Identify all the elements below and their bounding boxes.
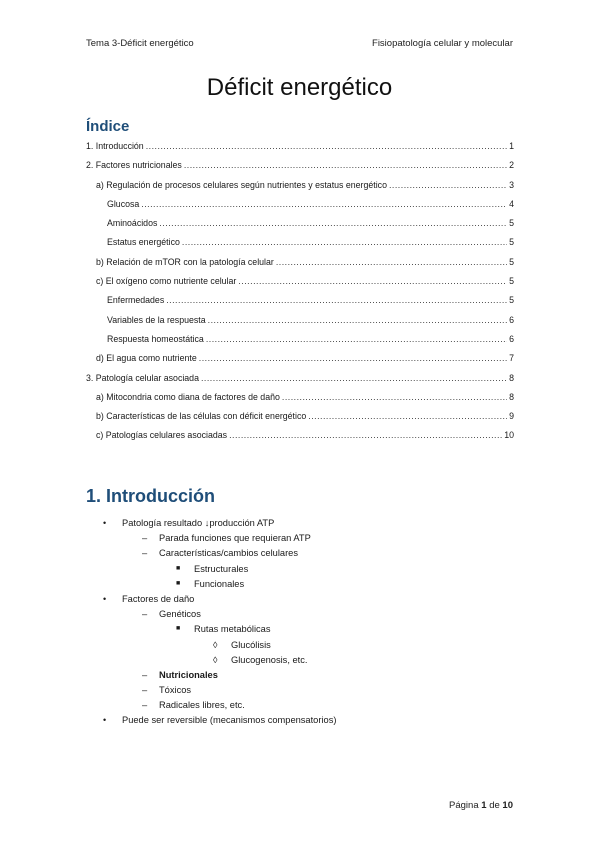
bullet-marker-icon: ■: [176, 625, 181, 633]
toc-entry-title: 2. Factores nutricionales: [86, 160, 182, 171]
toc-entry-page: 6: [509, 314, 514, 325]
bullet-marker-icon: ■: [176, 564, 181, 572]
outline-item-text: Rutas metabólicas: [194, 624, 271, 635]
toc-entry-page: 5: [509, 256, 514, 267]
outline-item: [86, 698, 526, 713]
page-header: [86, 38, 513, 52]
toc-entry-page: 3: [509, 179, 514, 190]
bullet-marker-icon: –: [142, 548, 148, 559]
outline-item: [86, 562, 526, 577]
toc-dot-leader: [206, 333, 507, 345]
footer-current-page: 1: [481, 800, 487, 811]
toc-entry-page: 4: [509, 198, 514, 209]
toc-entry-page: 6: [509, 333, 514, 344]
toc-entry[interactable]: [86, 410, 514, 429]
toc-entry[interactable]: [86, 333, 514, 352]
outline-item-text: Radicales libres, etc.: [159, 700, 245, 711]
outline-item: [86, 546, 526, 561]
outline-item-text: Tóxicos: [159, 685, 192, 696]
toc-entry-page: 5: [509, 276, 514, 287]
toc-entry-title: Enfermedades: [107, 295, 165, 306]
bullet-marker-icon: •: [103, 593, 107, 604]
toc-entry[interactable]: [86, 352, 514, 371]
toc-dot-leader: [166, 294, 507, 306]
toc-entry-title: Glucosa: [107, 198, 140, 209]
toc-entry-title: a) Mitocondria como diana de factores de daño: [96, 391, 280, 402]
section-heading: 1. Introducción: [86, 486, 216, 506]
outline-item: [86, 668, 526, 683]
toc-entry[interactable]: [86, 275, 514, 294]
toc-entry[interactable]: [86, 391, 514, 410]
bullet-marker-icon: –: [142, 533, 148, 544]
outline-item-text: Características/cambios celulares: [159, 548, 298, 559]
outline-item-text: Glucólisis: [231, 639, 271, 650]
bullet-marker-icon: ◊: [213, 654, 218, 665]
outline-item-text: Estructurales: [194, 563, 249, 574]
toc-dot-leader: [238, 275, 507, 287]
toc-entry-title: Respuesta homeostática: [107, 333, 204, 344]
page-footer: [449, 800, 513, 811]
toc-entry-page: 5: [509, 237, 514, 248]
toc-entry[interactable]: [86, 372, 514, 391]
footer-of-label: de: [489, 800, 500, 811]
outline-item-text: Parada funciones que requieran ATP: [159, 533, 311, 544]
toc-dot-leader: [201, 372, 507, 384]
toc-entry-page: 1: [509, 141, 514, 151]
toc-dot-leader: [389, 179, 507, 191]
toc-entry-title: c) El oxígeno como nutriente celular: [96, 276, 237, 287]
toc-dot-leader: [159, 217, 507, 229]
toc-dot-leader: [182, 236, 507, 248]
toc-entry[interactable]: [86, 198, 514, 217]
bullet-marker-icon: ◊: [213, 639, 218, 650]
toc-dot-leader: [199, 352, 507, 364]
outline-item-text: Funcionales: [194, 578, 245, 589]
toc-entry[interactable]: [86, 294, 514, 313]
toc-entry-page: 9: [509, 411, 514, 422]
toc-entry[interactable]: [86, 256, 514, 275]
toc-entry[interactable]: [86, 140, 514, 159]
outline-item: [86, 607, 526, 622]
toc-dot-leader: [229, 429, 502, 441]
toc-entry-page: 8: [509, 391, 514, 402]
bullet-marker-icon: ■: [176, 579, 181, 587]
toc-entry-title: b) Relación de mTOR con la patología celular: [96, 256, 274, 267]
toc-dot-leader: [282, 391, 507, 403]
outline-item: [86, 683, 526, 698]
toc-entry-title: Estatus energético: [107, 237, 180, 248]
toc-entry[interactable]: [86, 314, 514, 333]
toc-entry[interactable]: [86, 236, 514, 255]
footer-total-pages: 10: [502, 800, 513, 811]
toc-entry-page: 8: [509, 372, 514, 383]
bullet-marker-icon: –: [142, 609, 148, 620]
outline-item: [86, 653, 526, 668]
document-title: Déficit energético: [206, 74, 393, 101]
header-right-text: Fisiopatología celular y molecular: [372, 38, 513, 49]
toc-entry-page: 7: [509, 353, 514, 364]
toc-entry[interactable]: [86, 159, 514, 178]
index-heading: Índice: [86, 118, 130, 135]
bullet-marker-icon: –: [142, 669, 148, 680]
outline-item-text: Patología resultado ↓producción ATP: [122, 518, 275, 528]
toc-entry-title: c) Patologías celulares asociadas: [96, 430, 228, 441]
bullet-marker-icon: •: [103, 518, 107, 528]
outline-item-text: Genéticos: [159, 609, 201, 620]
toc-dot-leader: [208, 314, 507, 326]
footer-page-label: Página: [449, 800, 479, 811]
bullet-marker-icon: –: [142, 700, 148, 711]
outline-item: [86, 577, 526, 592]
outline-item-text: Nutricionales: [159, 669, 218, 680]
toc-entry-title: a) Regulación de procesos celulares según nutrientes y estatus energético: [96, 179, 387, 190]
toc-dot-leader: [184, 159, 507, 171]
toc-entry-title: Aminoácidos: [107, 218, 158, 229]
table-of-contents: [86, 140, 514, 449]
header-left-text: Tema 3-Déficit energético: [86, 38, 194, 49]
outline-item-text: Puede ser reversible (mecanismos compensatorios): [122, 715, 337, 726]
outline-item: [86, 638, 526, 653]
outline-item: [86, 713, 526, 728]
outline-item-text: Glucogenosis, etc.: [231, 654, 308, 665]
toc-entry-page: 2: [509, 160, 514, 171]
outline-item: [86, 531, 526, 546]
outline-item: [86, 622, 526, 637]
toc-entry-title: 3. Patología celular asociada: [86, 372, 199, 383]
toc-entry[interactable]: [86, 429, 514, 448]
toc-entry-title: b) Características de las células con déficit energético: [96, 411, 307, 422]
bullet-marker-icon: –: [142, 685, 148, 696]
outline-item-text: Factores de daño: [122, 593, 195, 604]
toc-dot-leader: [146, 140, 507, 152]
toc-entry[interactable]: [86, 179, 514, 198]
toc-dot-leader: [308, 410, 507, 422]
outline-item: [86, 592, 526, 607]
toc-entry-page: 5: [509, 218, 514, 229]
toc-entry-title: 1. Introducción: [86, 141, 144, 151]
toc-entry-page: 5: [509, 295, 514, 306]
toc-dot-leader: [141, 198, 507, 210]
toc-entry-title: d) El agua como nutriente: [96, 353, 197, 364]
outline-list: [86, 516, 526, 729]
outline-item: [86, 516, 526, 531]
toc-dot-leader: [276, 256, 507, 268]
toc-entry-title: Variables de la respuesta: [107, 314, 206, 325]
toc-entry[interactable]: [86, 217, 514, 236]
bullet-marker-icon: •: [103, 715, 107, 726]
toc-entry-page: 10: [504, 430, 514, 441]
